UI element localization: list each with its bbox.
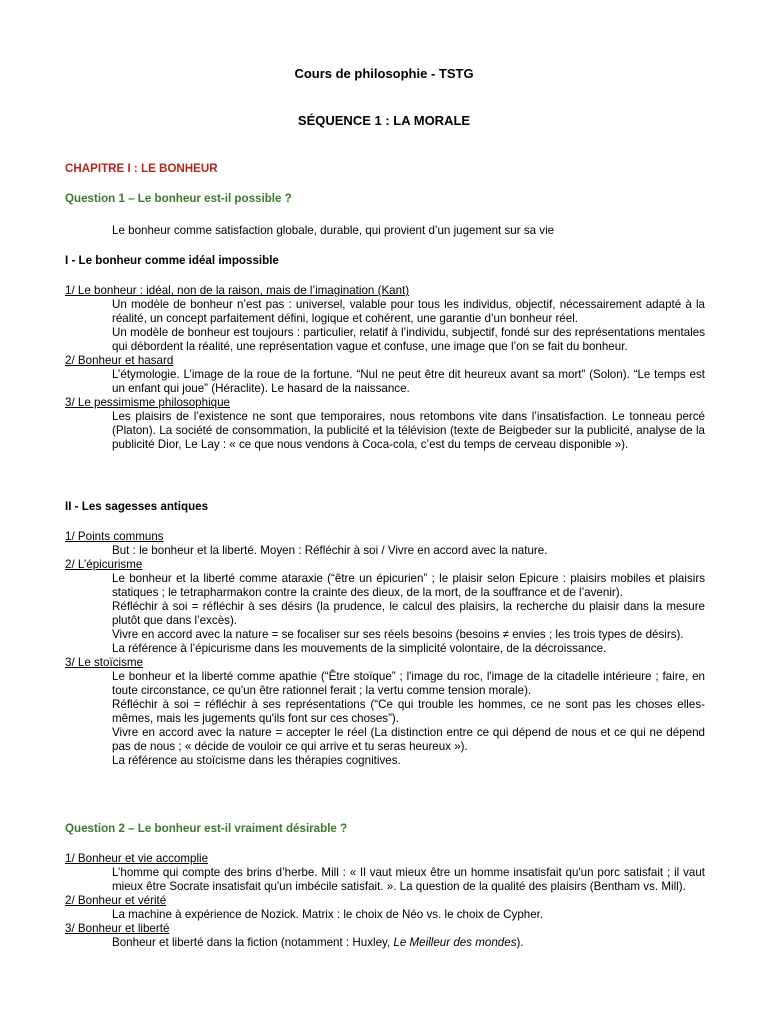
book-title: Le Meilleur des mondes (393, 936, 517, 949)
paragraph: Réfléchir à soi = réfléchir à ses désirs (la prudence, le calcul des plaisirs, la recherche du plaisir dans la mesure plutôt que dans l’excès). (112, 600, 705, 627)
text-span: Bonheur et liberté dans la fiction (notamment : Huxley, (112, 936, 394, 949)
paragraph: But : le bonheur et la liberté. Moyen : Réfléchir à soi / Vivre en accord avec la nature. (112, 544, 548, 557)
subsection-heading: 2/ L’épicurisme (65, 558, 143, 571)
happiness-definition: Le bonheur comme satisfaction globale, durable, qui provient d’un jugement sur sa vie (112, 224, 555, 237)
paragraph: Un modèle de bonheur n’est pas : universel, valable pour tous les individus, objectif, nécessairement adapté à la réalité, un concept parfaitement défini, logique et cohérent, une garantie d’un bonheur réel. (112, 298, 705, 325)
chapter-heading: CHAPITRE I : LE BONHEUR (65, 162, 218, 175)
paragraph: Les plaisirs de l’existence ne sont que temporaires, nous retombons vite dans l’insatisfaction. Le tonneau percé (Platon). La société de consommation, la publicité et la télévision (texte de Beigbeder sur la publicité, analyse de la publicité Dior, Le Lay : « ce que nous vendons à Coca-cola, c’est du temps de cerveau disponible »). (112, 410, 705, 451)
question-2-body (65, 852, 705, 950)
paragraph (112, 936, 705, 950)
paragraph: La référence au stoïcisme dans les thérapies cognitives. (112, 754, 401, 767)
paragraph: Le bonheur et la liberté comme ataraxie (“être un épicurien” ; le plaisir selon Epicure : plaisirs mobiles et plaisirs statiques ; le tetrapharmakon contre la crainte des dieux, de la mort, de la souffrance et de l’avenir). (112, 572, 705, 599)
paragraph: Vivre en accord avec la nature = se focaliser sur ses réels besoins (besoins ≠ envies ; les trois types de désirs). (112, 628, 684, 641)
paragraph: L’étymologie. L’image de la roue de la fortune. “Nul ne peut être dit heureux avant sa mort” (Solon). “Le temps est un enfant qui joue” (Héraclite). Le hasard de la naissance. (112, 368, 705, 395)
question-2-heading: Question 2 – Le bonheur est-il vraiment désirable ? (65, 822, 348, 835)
paragraph: Réfléchir à soi = réfléchir à ses représentations (“Ce qui trouble les hommes, ce ne sont pas les choses elles-mêmes, mais les jugements qu'ils font sur ces choses”). (112, 698, 705, 725)
subsection-heading: 3/ Le stoïcisme (65, 656, 143, 669)
course-title: Cours de philosophie - TSTG (294, 66, 474, 81)
paragraph: La référence à l’épicurisme dans les mouvements de la simplicité volontaire, de la décroissance. (112, 642, 607, 655)
part-2-heading: II - Les sagesses antiques (65, 500, 209, 513)
sequence-title: SÉQUENCE 1 : LA MORALE (297, 113, 471, 128)
paragraph: La machine à expérience de Nozick. Matrix : le choix de Néo vs. le choix de Cypher. (112, 908, 544, 921)
question-1-heading: Question 1 – Le bonheur est-il possible ? (65, 192, 292, 205)
part-2-body (65, 530, 705, 768)
subsection-heading: 2/ Bonheur et vérité (65, 894, 167, 907)
subsection-heading: 1/ Bonheur et vie accomplie (65, 852, 209, 865)
paragraph: Un modèle de bonheur est toujours : particulier, relatif à l’individu, subjectif, fondé sur des représentations mentales qui débordent la réalité, une représentation vague et confuse, une image que l’on se fait du bonheur. (112, 326, 705, 353)
part-1-body (65, 284, 705, 452)
subsection-heading: 1/ Le bonheur : idéal, non de la raison, mais de l’imagination (Kant) (65, 284, 410, 297)
paragraph: Vivre en accord avec la nature = accepter le réel (La distinction entre ce qui dépend de nous et ce qui ne dépend pas de nous ; « décide de vouloir ce qui arrive et tu seras heureux »). (112, 726, 705, 753)
paragraph: L’homme qui compte des brins d’herbe. Mill : « Il vaut mieux être un homme insatisfait qu'un porc satisfait ; il vaut mieux être Socrate insatisfait qu'un imbécile satisfait. ». La question de la qualité des plaisirs (Bentham vs. Mill). (112, 866, 705, 893)
subsection-heading: 3/ Bonheur et liberté (65, 922, 170, 935)
paragraph: Le bonheur et la liberté comme apathie (“Être stoïque” ; l'image du roc, l'image de la citadelle intérieure ; faire, en toute circonstance, ce qu'un être rationnel ferait ; la vertu comme tension morale). (112, 670, 705, 697)
subsection-heading: 1/ Points communs (65, 530, 164, 543)
text-span: ). (516, 936, 524, 949)
subsection-heading: 3/ Le pessimisme philosophique (65, 396, 230, 409)
subsection-heading: 2/ Bonheur et hasard (65, 354, 174, 367)
part-1-heading: I - Le bonheur comme idéal impossible (65, 254, 279, 267)
